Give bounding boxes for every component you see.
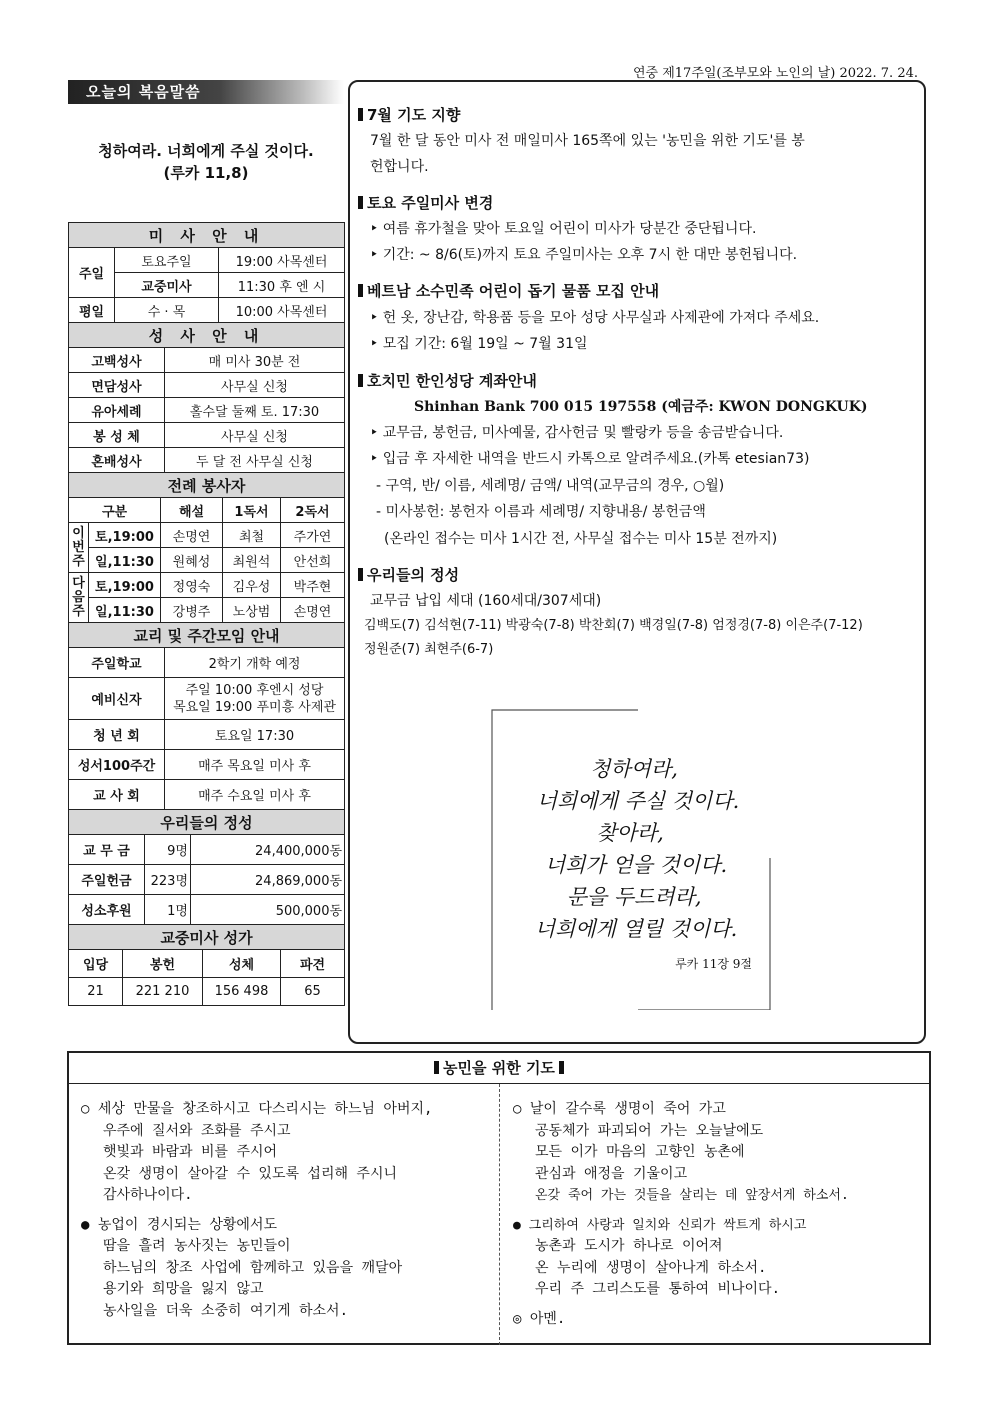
offering-count: 9명: [145, 835, 191, 865]
liturgy-cell: 손명연: [281, 598, 345, 623]
offering-name: 교 무 금: [69, 835, 145, 865]
liturgy-cell: 강병주: [161, 598, 223, 623]
sacrament-table: [68, 322, 345, 473]
offering-table: [68, 809, 345, 925]
meeting-info-line: 주일 10:00 후엔시 성당: [185, 682, 324, 698]
notice-heading: 베트남 소수민족 어린이 돕기 물품 모집 안내: [358, 280, 659, 301]
notice-text: ‣ 모집 기간: 6월 19일 ~ 7월 31일: [370, 336, 588, 352]
prayer-line: 공동체가 파괴되어 가는 오늘날에도: [535, 1122, 764, 1139]
notice-text: 7월 한 달 동안 미사 전 매일미사 165쪽에 있는 '농민을 위한 기도'를 봉: [370, 133, 805, 149]
notice-heading: 호치민 한인성당 계좌안내: [358, 370, 537, 391]
prayer-line: 농사일을 더욱 소중히 여기게 하소서.: [103, 1302, 349, 1319]
prayer-line: 온 누리에 생명이 살아나게 하소서.: [535, 1259, 767, 1276]
hymn-table: [68, 924, 345, 1006]
offering-amount: 500,000동: [191, 895, 345, 925]
sacrament-name: 고백성사: [69, 348, 165, 373]
prayer-line: 온갖 생명이 살아갈 수 있도록 섭리해 주시니: [103, 1165, 398, 1182]
gospel-reference: (루카 11,8): [163, 164, 249, 182]
prayer-line: 하느님의 창조 사업에 함께하고 있음을 깨달아: [103, 1259, 403, 1276]
offering-count: 223명: [145, 865, 191, 895]
offering-name: 성소후원: [69, 895, 145, 925]
meeting-info: 토요일 17:30: [165, 720, 345, 750]
prayer-line: 햇빛과 바람과 비를 주시어: [103, 1144, 278, 1160]
prayer-line: ● 그리하여 사랑과 일치와 신뢰가 싹트게 하시고: [513, 1217, 807, 1233]
gospel-bar: 오늘의 복음말씀: [68, 80, 344, 104]
mass-time: 10:00 사목센터: [219, 298, 345, 323]
hymn-header: 봉헌: [123, 950, 203, 978]
prayer-line: 농촌과 도시가 하나로 이어져: [535, 1238, 723, 1254]
calligraphy-line: 너희가 얻을 것이다.: [544, 853, 728, 877]
hymn-header: 입당: [69, 950, 123, 978]
liturgy-cell: 박주현: [281, 573, 345, 598]
hymn-number: 65: [281, 978, 345, 1006]
prayer-line: ◎ 아멘.: [513, 1310, 566, 1327]
issue-date: 연중 제17주일(조부모와 노인의 날) 2022. 7. 24.: [632, 66, 918, 81]
gospel-quote-block: [68, 140, 344, 184]
calligraphy-reference: 루카 11장 9절: [675, 957, 752, 971]
prayer-line: ○ 세상 만물을 창조하시고 다스리시는 하느님 아버지,: [81, 1101, 433, 1117]
offering-names: 김백도(7) 김석현(7-11) 박광숙(7-8) 박찬회(7) 백경일(7-8) 엄정경(7-8) 이은주(7-12): [364, 618, 863, 633]
mass-table: [68, 222, 345, 323]
liturgy-table: [68, 472, 345, 623]
mass-name: 토요주일: [115, 248, 219, 273]
liturgy-cell: 최원석: [223, 548, 281, 573]
notice-text: 교무금 납입 세대 (160세대/307세대): [370, 593, 602, 609]
liturgy-header: 1독서: [223, 498, 281, 523]
mass-name: 교중미사: [115, 273, 219, 298]
meetings-table: [68, 622, 345, 810]
notice-heading: 우리들의 정성: [358, 564, 459, 585]
liturgy-cell: 노상범: [223, 598, 281, 623]
offering-name: 주일헌금: [69, 865, 145, 895]
calligraphy-line: 너희에게 열릴 것이다.: [534, 917, 738, 941]
hymn-number: 21: [69, 978, 123, 1006]
notice-text: 헌합니다.: [370, 159, 429, 175]
meeting-name: 주일학교: [69, 648, 165, 678]
mass-sunday-label: 주일: [69, 248, 115, 298]
liturgy-time: 토,19:00: [89, 573, 161, 598]
meeting-info: 2학기 개학 예정: [165, 648, 345, 678]
hymn-header: 파견: [281, 950, 345, 978]
notice-text: - 미사봉헌: 봉헌자 이름과 세례명/ 지향내용/ 봉헌금액: [376, 504, 706, 520]
meetings-title: 교리 및 주간모임 안내: [69, 623, 345, 648]
liturgy-cell: 김우성: [223, 573, 281, 598]
notice-text: ‣ 헌 옷, 장난감, 학용품 등을 모아 성당 사무실과 사제관에 가져다 주세요.: [370, 310, 820, 326]
sacrament-info: 두 달 전 사무실 신청: [165, 448, 345, 473]
sacrament-name: 유아세례: [69, 398, 165, 423]
liturgy-cell: 최철: [223, 523, 281, 548]
gospel-quote: 청하여라. 너희에게 주실 것이다.: [98, 142, 314, 160]
liturgy-group-label: 다음주: [69, 573, 89, 623]
meeting-name: 청 년 회: [69, 720, 165, 750]
liturgy-cell: 안선희: [281, 548, 345, 573]
hymn-number: 221 210: [123, 978, 203, 1006]
sacrament-name: 혼배성사: [69, 448, 165, 473]
prayer-line: 땀을 흘려 농사짓는 농민들이: [103, 1238, 291, 1254]
liturgy-time: 일,11:30: [89, 548, 161, 573]
meeting-info-line: 목요일 19:00 푸미흥 사제관: [173, 699, 336, 715]
prayer-line: ○ 날이 갈수록 생명이 죽어 가고: [513, 1101, 726, 1117]
sacrament-info: 홀수달 둘째 토. 17:30: [165, 398, 345, 423]
liturgy-cell: 주가연: [281, 523, 345, 548]
bank-account: Shinhan Bank 700 015 197558 (예금주: KWON DONGKUK): [414, 399, 868, 415]
calligraphy-card: [490, 708, 772, 1010]
notice-text: ‣ 여름 휴가철을 맞아 토요일 어린이 미사가 당분간 중단됩니다.: [370, 221, 757, 237]
liturgy-title: 전례 봉사자: [69, 473, 345, 498]
mass-time: 19:00 사목센터: [219, 248, 345, 273]
meeting-info: [165, 678, 345, 720]
meeting-name: 성서100주간: [69, 750, 165, 780]
prayer-line: ● 농업이 경시되는 상황에서도: [81, 1216, 278, 1233]
meeting-info: 매주 목요일 미사 후: [165, 750, 345, 780]
notice-heading: 토요 주일미사 변경: [358, 192, 493, 213]
sacrament-name: 면담성사: [69, 373, 165, 398]
sacrament-title: 성 사 안 내: [69, 323, 345, 348]
prayer-right-column: [513, 1099, 927, 1330]
prayer-line: 온갖 죽어 가는 것들을 살리는 데 앞장서게 하소서.: [535, 1188, 849, 1203]
prayer-line: 감사하나이다.: [103, 1187, 193, 1203]
offering-title: 우리들의 정성: [69, 810, 345, 835]
liturgy-cell: 손명연: [161, 523, 223, 548]
calligraphy-line: 찾아라,: [596, 821, 664, 845]
sacrament-info: 사무실 신청: [165, 373, 345, 398]
liturgy-group-label: 이번주: [69, 523, 89, 573]
hymn-title: 교중미사 성가: [69, 925, 345, 950]
liturgy-header: 구분: [69, 498, 161, 523]
prayer-divider: [499, 1084, 500, 1345]
hymn-header: 성체: [203, 950, 281, 978]
meeting-name: 예비신자: [69, 678, 165, 720]
calligraphy-line: 청하여라,: [590, 757, 678, 781]
sacrament-name: 봉 성 체: [69, 423, 165, 448]
offering-count: 1명: [145, 895, 191, 925]
notice-heading: 7월 기도 지향: [358, 104, 460, 125]
meeting-info: 매주 수요일 미사 후: [165, 780, 345, 810]
notice-text: ‣ 교무금, 봉헌금, 미사예물, 감사헌금 및 빨랑카 등을 송금받습니다.: [370, 425, 784, 441]
prayer-line: 관심과 애정을 기울이고: [535, 1165, 688, 1182]
mass-weekday-label: 평일: [69, 298, 115, 323]
liturgy-time: 토,19:00: [89, 523, 161, 548]
liturgy-cell: 정영숙: [161, 573, 223, 598]
calligraphy-line: 너희에게 주실 것이다.: [536, 789, 740, 813]
mass-name: 수 · 목: [115, 298, 219, 323]
mass-title: 미 사 안 내: [69, 223, 345, 248]
sacrament-info: 매 미사 30분 전: [165, 348, 345, 373]
farmer-prayer-title: 농민을 위한 기도: [69, 1053, 929, 1084]
offering-amount: 24,400,000동: [191, 835, 345, 865]
prayer-line: 용기와 희망을 잃지 않고: [103, 1281, 264, 1297]
liturgy-time: 일,11:30: [89, 598, 161, 623]
prayer-line: 모든 이가 마음의 고향인 농촌에: [535, 1144, 745, 1160]
notice-text: ‣ 기간: ~ 8/6(토)까지 토요 주일미사는 오후 7시 한 대만 봉헌됩니다.: [370, 247, 798, 263]
sacrament-info: 사무실 신청: [165, 423, 345, 448]
liturgy-cell: 원혜성: [161, 548, 223, 573]
notice-text: - 구역, 반/ 이름, 세례명/ 금액/ 내역(교무금의 경우, ○월): [376, 478, 725, 494]
farmer-prayer-box: [67, 1051, 931, 1345]
liturgy-header: 2독서: [281, 498, 345, 523]
liturgy-header: 해설: [161, 498, 223, 523]
notice-text: (온라인 접수는 미사 1시간 전, 사무실 접수는 미사 15분 전까지): [384, 531, 778, 547]
prayer-left-column: [81, 1099, 495, 1322]
offering-amount: 24,869,000동: [191, 865, 345, 895]
prayer-line: 우주에 질서와 조화를 주시고: [103, 1122, 291, 1139]
sidebar: [68, 222, 344, 1006]
prayer-line: 우리 주 그리스도를 통하여 비나이다.: [535, 1281, 781, 1297]
mass-time: 11:30 후 엔 시: [219, 273, 345, 298]
calligraphy-line: 문을 두드려라,: [566, 885, 702, 909]
meeting-name: 교 사 회: [69, 780, 165, 810]
hymn-number: 156 498: [203, 978, 281, 1006]
offering-names: 정원준(7) 최현주(6-7): [364, 642, 494, 657]
notice-text: ‣ 입금 후 자세한 내역을 반드시 카톡으로 알려주세요.(카톡 etesian73): [370, 451, 810, 467]
